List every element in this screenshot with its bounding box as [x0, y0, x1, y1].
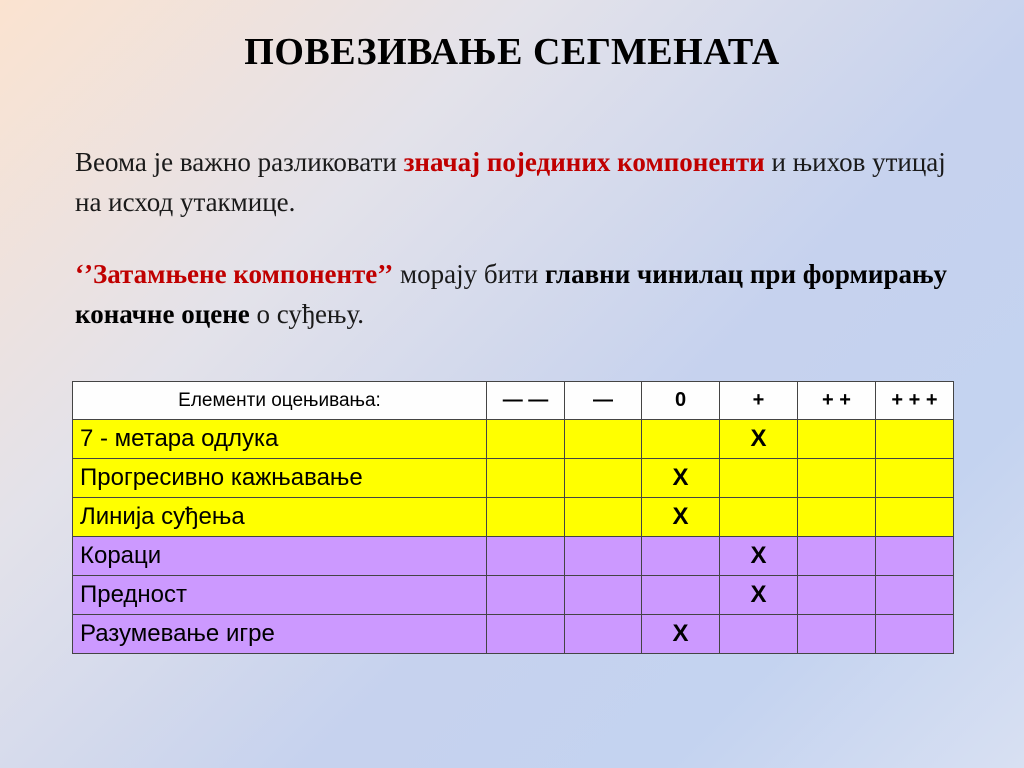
- mark-cell: X: [642, 459, 720, 498]
- paragraph-importance: [75, 142, 975, 222]
- header-triple-plus: + + +: [876, 382, 954, 420]
- mark-cell: [798, 537, 876, 576]
- row-label: Кораци: [73, 537, 487, 576]
- mark-cell: [876, 498, 954, 537]
- mark-cell: [798, 459, 876, 498]
- mark-cell: [565, 420, 642, 459]
- mark-cell: [876, 459, 954, 498]
- header-elements: Елементи оцењивања:: [73, 382, 487, 420]
- slide-title: ПОВЕЗИВАЊЕ СЕГМЕНАТА: [244, 31, 780, 73]
- header-plus: +: [720, 382, 798, 420]
- paragraph-shaded-components: [75, 254, 975, 334]
- mark-cell: X: [720, 537, 798, 576]
- mark-cell: [565, 537, 642, 576]
- mark-cell: X: [642, 615, 720, 654]
- row-label: Предност: [73, 576, 487, 615]
- highlight-text: значај појединих компоненти: [403, 147, 765, 177]
- mark-cell: [642, 576, 720, 615]
- header-double-plus: + +: [798, 382, 876, 420]
- bold-text: главни чинилац при формирању коначне оцене: [75, 259, 948, 329]
- mark-cell: [876, 537, 954, 576]
- paragraph-text: морају бити: [393, 259, 546, 289]
- mark-cell: [565, 498, 642, 537]
- mark-cell: [487, 498, 565, 537]
- table-row: [73, 576, 954, 615]
- evaluation-table: [72, 381, 954, 654]
- mark-cell: [876, 615, 954, 654]
- header-zero: 0: [642, 382, 720, 420]
- mark-cell: [876, 420, 954, 459]
- mark-cell: X: [642, 498, 720, 537]
- table-row: [73, 420, 954, 459]
- mark-cell: [720, 498, 798, 537]
- mark-cell: [565, 615, 642, 654]
- mark-cell: [876, 576, 954, 615]
- mark-cell: [720, 615, 798, 654]
- mark-cell: [487, 420, 565, 459]
- row-label: Линија суђења: [73, 498, 487, 537]
- mark-cell: [798, 498, 876, 537]
- table-header-row: [73, 382, 954, 420]
- mark-cell: [720, 459, 798, 498]
- mark-cell: [642, 420, 720, 459]
- table-row: [73, 615, 954, 654]
- mark-cell: [487, 537, 565, 576]
- highlight-text: ‘’Затамњене компоненте’’: [75, 259, 394, 289]
- mark-cell: [487, 615, 565, 654]
- mark-cell: [798, 420, 876, 459]
- mark-cell: [642, 537, 720, 576]
- paragraph-text: и њихов утицај на исход утакмице.: [75, 147, 946, 217]
- mark-cell: [487, 459, 565, 498]
- header-double-minus: — —: [487, 382, 565, 420]
- paragraph-text: о суђењу.: [249, 299, 365, 329]
- table-row: [73, 537, 954, 576]
- row-label: Разумевање игре: [73, 615, 487, 654]
- row-label: Прогресивно кажњавање: [73, 459, 487, 498]
- mark-cell: [565, 459, 642, 498]
- mark-cell: [565, 576, 642, 615]
- header-minus: —: [565, 382, 642, 420]
- mark-cell: [798, 576, 876, 615]
- mark-cell: X: [720, 576, 798, 615]
- table-row: [73, 498, 954, 537]
- paragraph-text: Веома је важно разликовати: [75, 147, 404, 177]
- row-label: 7 - метара одлука: [73, 420, 487, 459]
- table-row: [73, 459, 954, 498]
- mark-cell: [487, 576, 565, 615]
- mark-cell: [798, 615, 876, 654]
- mark-cell: X: [720, 420, 798, 459]
